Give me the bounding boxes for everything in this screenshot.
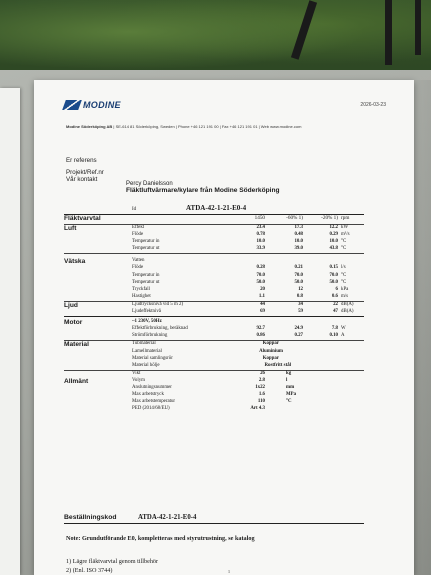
table-row: PED (2014/68/EU) Art 4.3	[132, 406, 265, 412]
table-row: Material samlingsrör Koppar	[132, 355, 279, 361]
table-row: Temperatur ut 33.9 39.0 43.8 °C	[132, 246, 347, 252]
chair-leg	[415, 0, 421, 55]
table-row: Strömförbrukning 0.86 0.27 0.10 A	[132, 333, 345, 339]
footnote-2: 2) (Enl. ISO 3744)	[66, 567, 113, 574]
table-row: Effektförbrukning, beräknad 92.7 24.9 7.8 W	[132, 326, 346, 332]
logo-text: MODINE	[83, 100, 121, 110]
var-kontakt: Vår kontakt	[66, 176, 98, 183]
table-row: Flöde 0.28 0.21 0.15 l/s	[132, 265, 346, 271]
id-value: ATDA-42-1-21-E0-4	[186, 204, 247, 212]
page-number: 1	[228, 569, 230, 574]
document-title: Fläktluftvärmare/kylare från Modine Söderköping	[126, 187, 280, 194]
footnote-1: 1) Lägre fläktvarvtal genom tillbehör	[66, 558, 159, 565]
datasheet-paper	[34, 80, 414, 575]
er-referens: Er referens	[66, 157, 97, 164]
table-row: Allmänt Volym 2.8 l	[64, 377, 288, 385]
table-row: Luft Effekt 23.4 17.3 12.2 kW	[64, 225, 349, 232]
spec-table	[64, 214, 364, 413]
company-address: Modine Söderköping AB | SE-614 81 Söderköping, Sweden | Phone +46 121 191 00 | Fax +46 121 191 01 | Web www.modine.com	[66, 124, 302, 129]
section-allmant: Allmänt	[64, 377, 89, 385]
grass-background	[0, 0, 431, 80]
table-row: Vätska Vatten	[64, 258, 145, 266]
table-row: Max arbetstryck 1.6 MPa	[132, 392, 297, 398]
modine-logo	[64, 100, 121, 110]
table-row: Material hölje Rostfritt stål	[132, 362, 291, 368]
table-row: Temperatur in 70.0 70.0 70.0 °C	[132, 272, 347, 278]
note-text: Note: Grundutförande E0, kompletteras med styrutrustning, se katalog	[66, 535, 255, 542]
table-row: Motor ~1 230V, 50Hz	[64, 319, 162, 327]
modine-logo-icon	[62, 100, 82, 110]
section-vatska: Vätska	[64, 258, 86, 266]
table-row: Temperatur ut 50.0 50.0 50.0 °C	[132, 279, 347, 285]
table-row: Max arbetstemperatur 110 °C	[132, 399, 292, 405]
table-row: Vikt 26 kg	[132, 370, 292, 376]
table-row: Flöde 0.78 0.48 0.29 m³/s	[132, 232, 350, 238]
contact-name: Percy Danielsson	[126, 181, 173, 187]
table-row: Temperatur in 10.0 10.0 10.0 °C	[132, 239, 347, 245]
section-luft: Luft	[64, 225, 77, 232]
table-row: Hastighet 1.1 0.8 0.6 m/s	[132, 293, 349, 299]
chair-leg	[385, 0, 392, 65]
order-code-value: ATDA-42-1-21-E0-4	[138, 514, 197, 521]
table-row: Tryckfall 20 12 6 kPa	[132, 286, 349, 292]
order-code-label: Beställningskod	[64, 514, 117, 521]
document-date: 2026-03-23	[360, 102, 386, 108]
table-row: Anslutningsnummer 1x22 mm	[132, 384, 295, 390]
section-material: Material	[64, 341, 89, 349]
section-motor: Motor	[64, 319, 83, 327]
table-row: Ljudeffektnivå 69 59 47 dB(A)	[132, 309, 354, 315]
divider	[64, 523, 364, 524]
section-ljud: Ljud	[64, 301, 78, 309]
id-label: Id	[132, 207, 137, 212]
projekt-ref: Projekt/Ref.nr	[66, 169, 104, 176]
table-row: Ljud Ljudtrycksnivå vid 5 m 2) 44 34 22 dB(A)	[64, 301, 354, 309]
adjacent-sheet	[0, 88, 20, 575]
speed-header-row: Fläktvarvtal 1450 -60% 1) -20% 1) rpm	[64, 215, 350, 222]
table-row: Lamellmaterial Aluminium	[132, 348, 283, 354]
table-row: Material Tubmaterial Koppar	[64, 341, 279, 349]
